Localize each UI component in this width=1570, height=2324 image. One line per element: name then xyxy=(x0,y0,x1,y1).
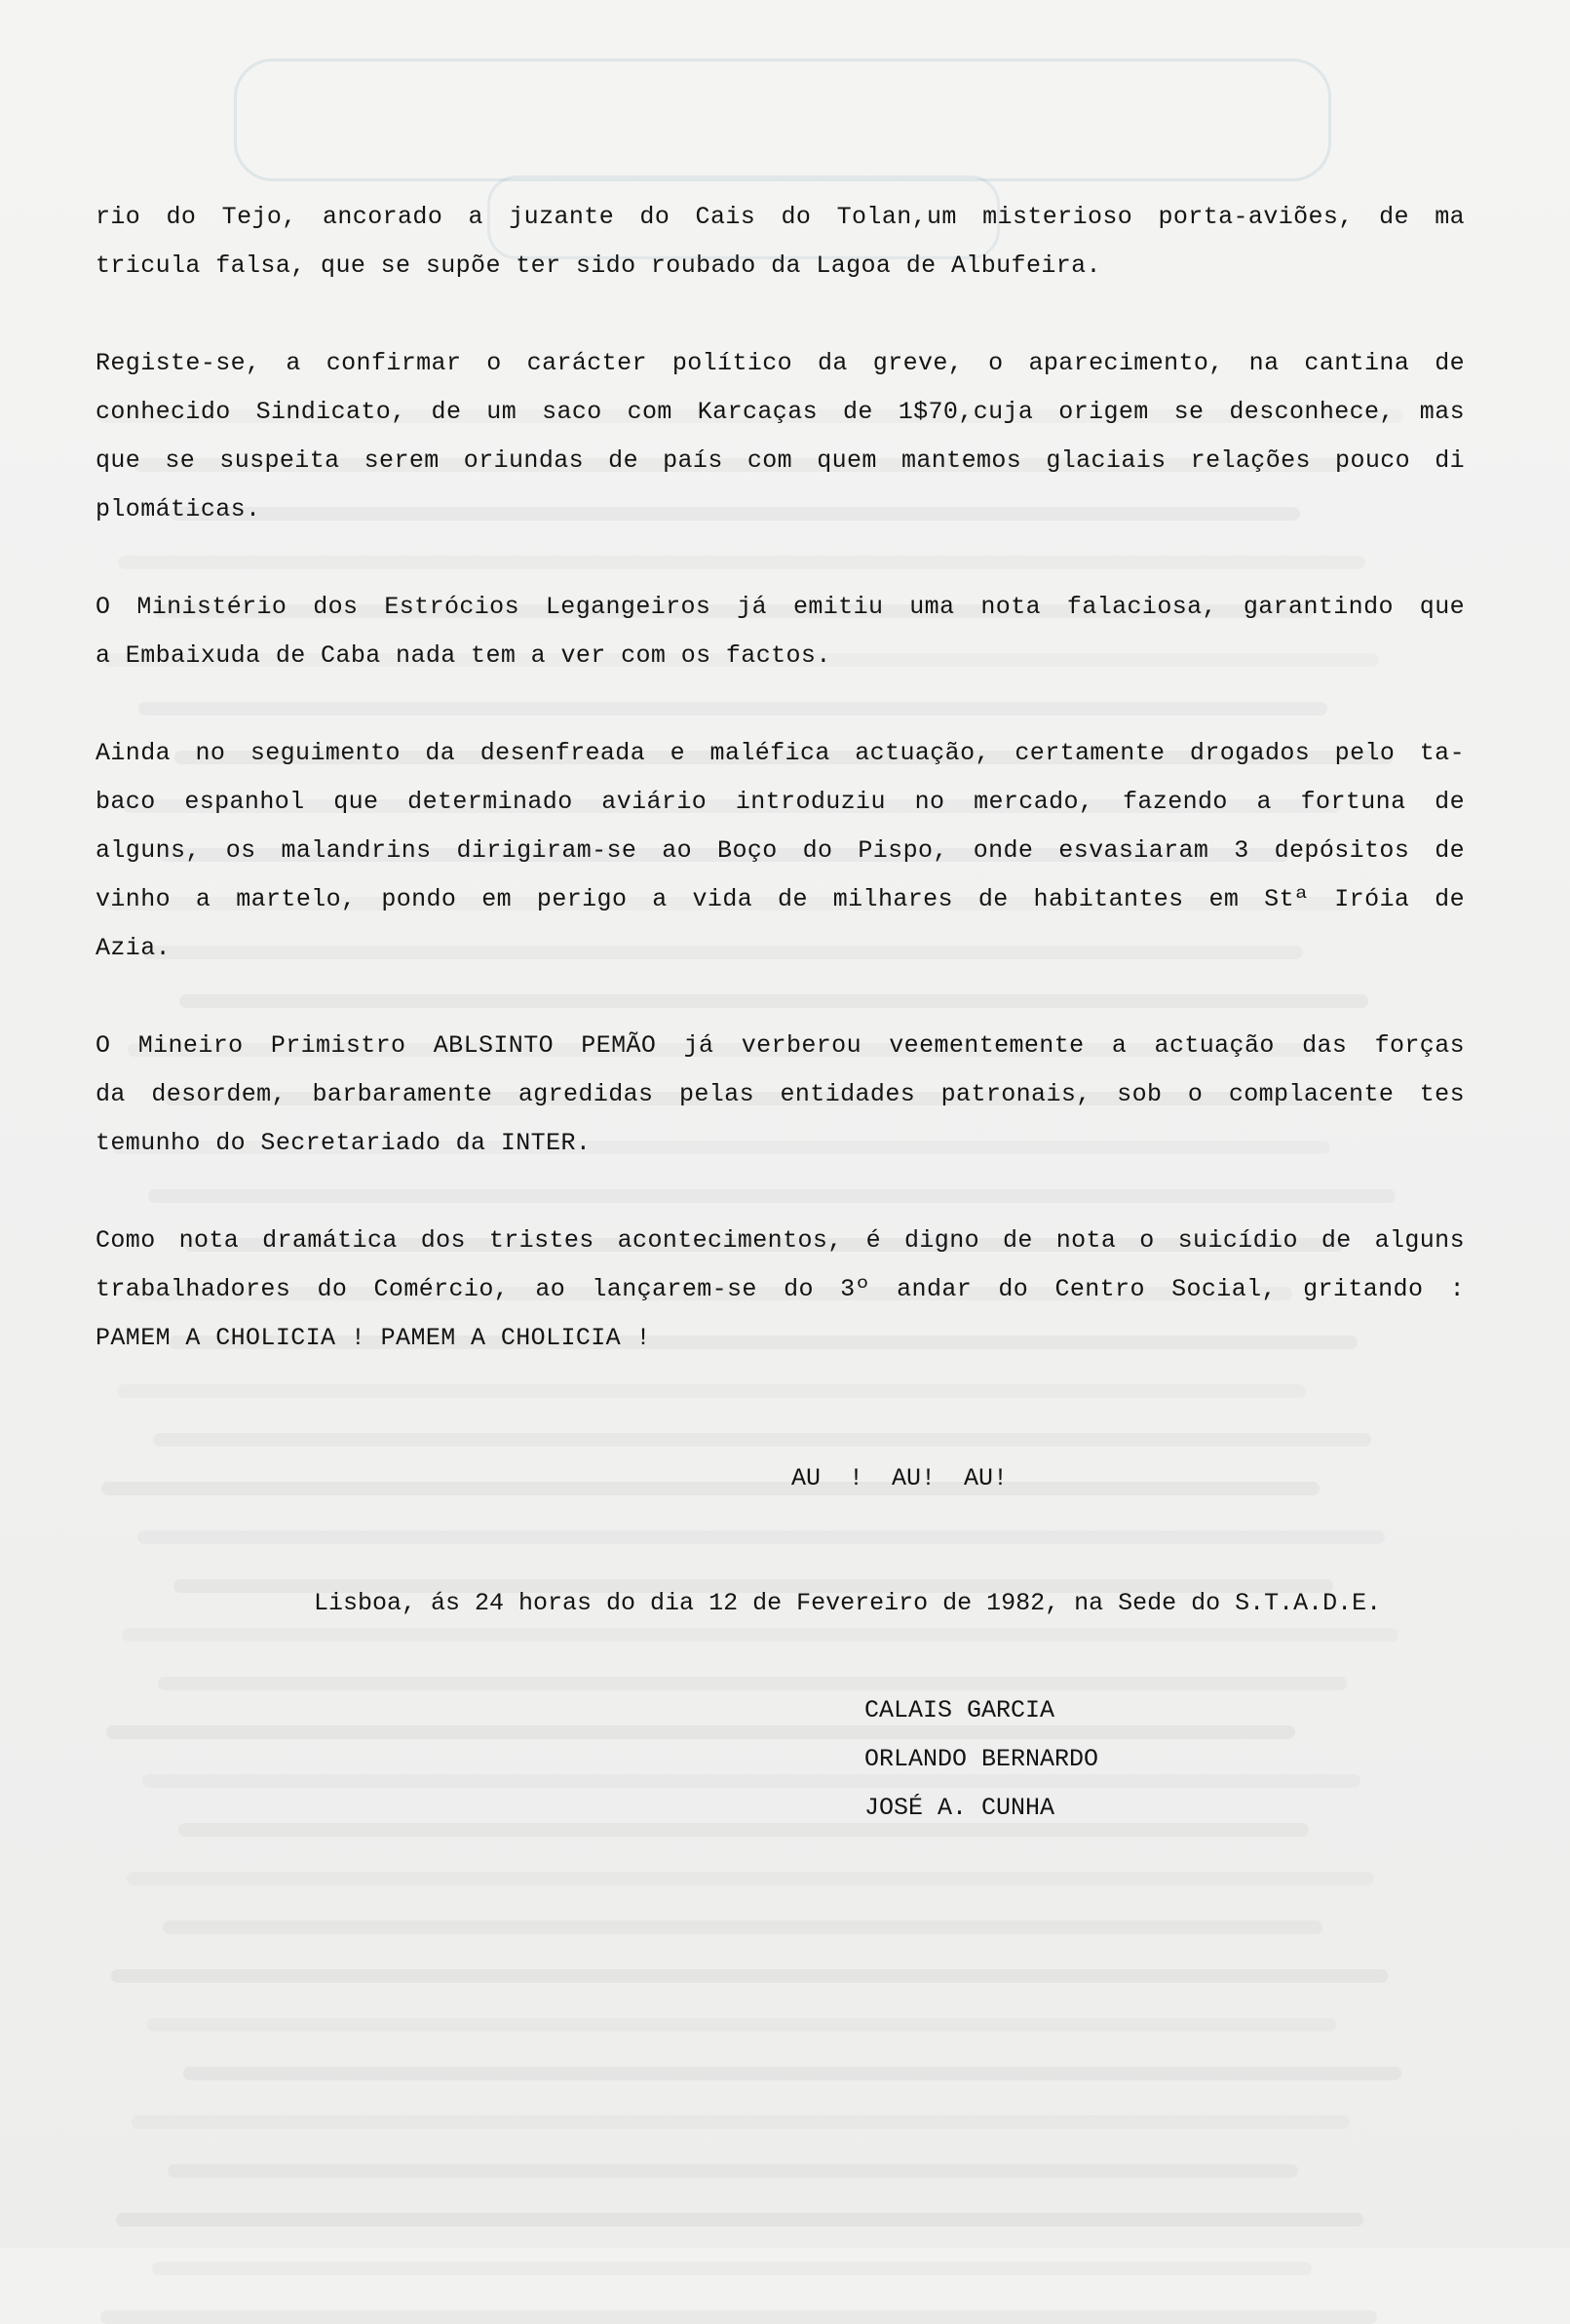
text-line: alguns, os malandrins dirigiram-se ao Boço do Pispo, onde esvasiaram 3 depósitos de xyxy=(96,836,1465,865)
bleed-through-line xyxy=(163,1920,1322,1934)
text-line: trabalhadores do Comércio, ao lançarem-se do 3º andar do Centro Social, gritando : xyxy=(96,1275,1465,1303)
text-line: tricula falsa, que se supõe ter sido roubado da Lagoa de Albufeira. xyxy=(96,252,1101,280)
text-line: Como nota dramática dos tristes acontecimentos, é digno de nota o suicídio de alguns xyxy=(96,1226,1465,1255)
signature-block xyxy=(864,1686,1098,1833)
text-line: temunho do Secretariado da INTER. xyxy=(96,1129,592,1157)
paragraph-6 xyxy=(96,1217,1465,1363)
bleed-through-line xyxy=(178,1823,1309,1837)
bleed-through-line xyxy=(111,1969,1388,1983)
bleed-through-line xyxy=(122,1628,1398,1642)
text-line: baco espanhol que determinado aviário introduziu no mercado, fazendo a fortuna de xyxy=(96,788,1465,816)
text-line: que se suspeita serem oriundas de país com quem mantemos glaciais relações pouco di xyxy=(96,446,1465,475)
text-line: conhecido Sindicato, de um saco com Karcaças de 1$70,cuja origem se desconhece, mas xyxy=(96,398,1465,426)
text-line: PAMEM A CHOLICIA ! PAMEM A CHOLICIA ! xyxy=(96,1324,651,1352)
bleed-through-line xyxy=(168,2164,1298,2178)
bleed-through-line xyxy=(137,1530,1385,1544)
document-body xyxy=(96,193,1465,1412)
signatory-name: JOSÉ A. CUNHA xyxy=(864,1794,1055,1822)
bleed-through-line xyxy=(132,2115,1350,2129)
text-line: vinho a martelo, pondo em perigo a vida de milhares de habitantes em Stª Iróia de xyxy=(96,885,1465,913)
bleed-through-line xyxy=(152,2262,1312,2275)
text-line: O Ministério dos Estrócios Legangeiros já emitiu uma nota falaciosa, garantindo que xyxy=(96,593,1465,621)
bleed-through-line xyxy=(158,1677,1347,1690)
paragraph-1 xyxy=(96,193,1465,290)
bleed-through-line xyxy=(183,2067,1401,2080)
bleed-through-line xyxy=(153,1433,1371,1447)
bleed-through-line xyxy=(142,1774,1360,1788)
bleed-through-line xyxy=(147,2018,1336,2032)
bleed-through-line xyxy=(101,1482,1320,1495)
bleed-through-line xyxy=(116,2213,1363,2227)
text-line: a Embaixuda de Caba nada tem a ver com os factos. xyxy=(96,641,831,670)
bleed-through-title xyxy=(234,58,1331,181)
text-line: Azia. xyxy=(96,934,172,962)
bleed-through-line xyxy=(100,2310,1377,2324)
exclamation: AU ! AU! AU! xyxy=(791,1464,1009,1492)
text-line: Registe-se, a confirmar o carácter político da greve, o aparecimento, na cantina de xyxy=(96,349,1465,377)
signatory-name: ORLANDO BERNARDO xyxy=(864,1745,1099,1773)
text-line: plomáticas. xyxy=(96,495,261,523)
text-line: Ainda no seguimento da desenfreada e maléfica actuação, certamente drogados pelo ta- xyxy=(96,739,1465,767)
dateline: Lisboa, ás 24 horas do dia 12 de Fevereiro de 1982, na Sede do S.T.A.D.E. xyxy=(314,1589,1382,1617)
paragraph-5 xyxy=(96,1022,1465,1168)
bleed-through-line xyxy=(106,1725,1295,1739)
paragraph-4 xyxy=(96,729,1465,973)
text-line: rio do Tejo, ancorado a juzante do Cais do Tolan,um misterioso porta-aviões, de ma xyxy=(96,203,1465,231)
text-line: O Mineiro Primistro ABLSINTO PEMÃO já verberou veementemente a actuação das forças xyxy=(96,1031,1465,1060)
signatory-name: CALAIS GARCIA xyxy=(864,1696,1055,1724)
text-line: da desordem, barbaramente agredidas pelas entidades patronais, sob o complacente tes xyxy=(96,1080,1465,1108)
paragraph-3 xyxy=(96,583,1465,680)
paragraph-2 xyxy=(96,339,1465,534)
bleed-through-line xyxy=(127,1872,1374,1885)
